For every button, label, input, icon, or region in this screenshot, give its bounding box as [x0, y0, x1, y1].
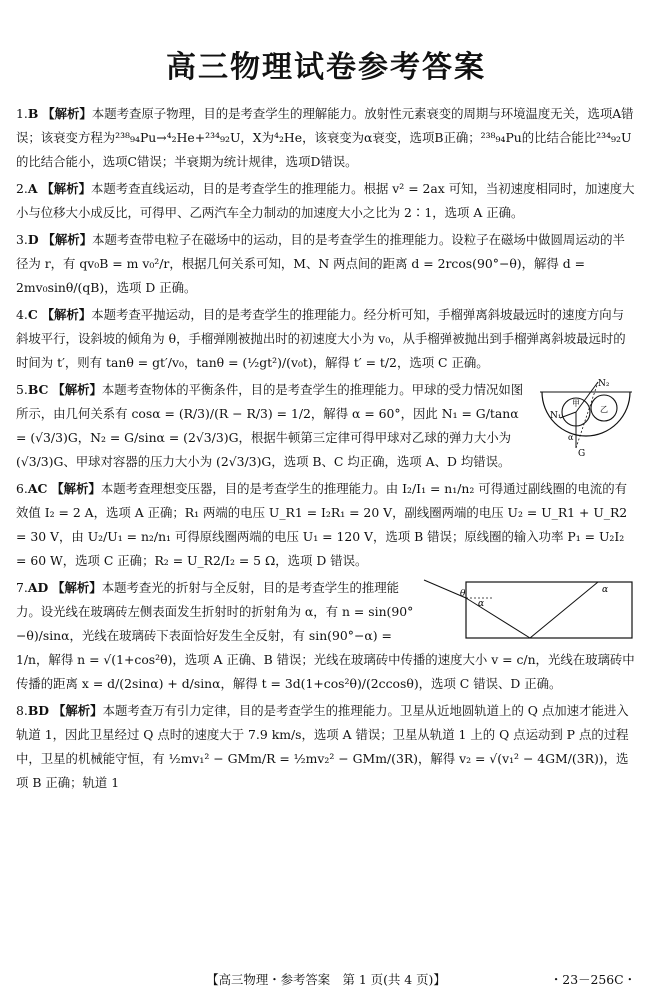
label-yi: 乙 [600, 405, 608, 414]
footer-page-info: 【高三物理・参考答案 第 1 页(共 4 页)】 [206, 972, 446, 987]
answer-list [16, 102, 636, 798]
item-answer: AC [27, 481, 48, 496]
answer-item-2 [16, 177, 636, 225]
item-text: 本题考查光的折射与全反射，目的是考查学生的推理能力。设光线在玻璃砖左侧表面发生折射时的折射角为 α，有 n = sin(90°−θ)/sinα，光线在玻璃砖下表面恰好发生全反射，有 sin(90°−α) = 1/n，解得 n = √(1+cos²θ)，选项 A 正确、B 错误；光线在玻璃砖中传播的速度大小 v = c/n，光线在玻璃砖中传播的距离 x = d/(2sinα) + d/sinα，解得 t = 3d(1+cos²θ)/(2ccosθ)，选项 C 错误、D 正确。 [16, 580, 635, 691]
item-number: 5. [16, 382, 28, 397]
item-tag: 【解析】 [41, 181, 91, 196]
footer-code: ・23－256C・ [549, 972, 636, 987]
label-jia: 甲 [572, 399, 580, 408]
answer-item-3 [16, 228, 636, 300]
item-text: 本题考查直线运动，目的是考查学生的推理能力。根据 v² = 2ax 可知，当初速度相同时，加速度大小与位移大小成反比，可得甲、乙两汽车全力制动的加速度大小之比为 2∶1，选项 A 正确。 [16, 181, 635, 220]
page-title: 高三物理试卷参考答案 [166, 50, 486, 85]
item-tag: 【解析】 [52, 382, 102, 397]
item-number: 1. [16, 106, 28, 121]
label-n2: N₂ [598, 379, 610, 389]
item-text: 本题考查物体的平衡条件，目的是考查学生的推理能力。甲球的受力情况如图所示，由几何关系有 cosα = (R/3)/(R − R/3) = 1/2，解得 α = 60°，因此 N₁ = G/tanα = (√3/3)G，N₂ = G/sinα = (2√3/3)G，根据牛顿第三定律可得甲球对乙球的弹力大小为 (√3/3)G、甲球对容器的压力大小为 (2√3/3)G，选项 B、C 均正确，选项 A、D 均错误。 [16, 382, 524, 469]
item-tag: 【解析】 [52, 580, 102, 595]
item-text: 本题考查万有引力定律，目的是考查学生的推理能力。卫星从近地圆轨道上的 Q 点加速才能进入轨道 1，因此卫星经过 Q 点时的速度大于 7.9 km/s，选项 A 错误；卫星从轨道 1 上的 Q 点运动到 P 点的过程中，卫星的机械能守恒，有 ½mv₁² − GMm/R = ½mv₂² − GMm/(3R)，解得 v₂ = √(v₁² − 4GM/(3R))，选项 B 正确；轨道 1 [16, 703, 629, 790]
item-text: 本题考查原子物理，目的是考查学生的理解能力。放射性元素衰变的周期与环境温度无关，选项A错误；该衰变方程为²³⁸₉₄Pu→⁴₂He+²³⁴₉₂U，X为⁴₂He，该衰变为α衰变，选项B正确；²³⁸₉₄Pu的比结合能比²³⁴₉₂U的比结合能小，选项C错误；半衰期为统计规律，选项D错误。 [16, 106, 634, 169]
label-n1: N₁ [550, 411, 562, 421]
item-number: 2. [16, 181, 28, 196]
item-number: 7. [16, 580, 28, 595]
item-number: 6. [16, 481, 28, 496]
item-text: 本题考查带电粒子在磁场中的运动，目的是考查学生的推理能力。设粒子在磁场中做圆周运动的半径为 r，有 qv₀B = m v₀²/r，根据几何关系可知，M、N 两点间的距离 d = 2rcos(90°−θ)，解得 d = 2mv₀sinθ/(qB)，选项 D 正确。 [16, 232, 625, 295]
item-tag: 【解析】 [51, 481, 101, 496]
label-g: G [578, 449, 586, 459]
item-number: 3. [16, 232, 28, 247]
answer-item-5 [16, 378, 636, 474]
item-number: 8. [16, 703, 28, 718]
item-text: 本题考查理想变压器，目的是考查学生的推理能力。由 I₂/I₁ = n₁/n₂ 可得通过副线圈的电流的有效值 I₂ = 2 A，选项 A 正确；R₁ 两端的电压 U_R1 = I₂R₁ = 20 V，副线圈两端的电压 U₂ = U_R1 + U_R2 = 30 V，由 U₂/U₁ = n₂/n₁ 可得原线圈两端的电压 U₁ = 120 V，选项 B 错误；原线圈的输入功率 P₁ = U₂I₂ = 60 W，选项 C 正确；R₂ = U_R2/I₂ = 5 Ω，选项 D 错误。 [16, 481, 628, 568]
answer-item-6 [16, 477, 636, 573]
item-answer: C [27, 307, 38, 322]
answer-item-4 [16, 303, 636, 375]
item-answer: BC [27, 382, 49, 397]
item-number: 4. [16, 307, 28, 322]
item-text: 本题考查平抛运动，目的是考查学生的推理能力。经分析可知，手榴弹离斜坡最远时的速度方向与斜坡平行，设斜坡的倾角为 θ，手榴弹刚被抛出时的初速度大小为 v₀，从手榴弹被抛出到手榴弹离斜坡最远时的时间为 t′，则有 tanθ = gt′/v₀，tanθ = (½gt²)/(v₀t)，解得 t′ = t/2，选项 C 正确。 [16, 307, 626, 370]
label-theta: θ [460, 589, 466, 599]
label-alpha: α [568, 433, 574, 442]
item-answer: B [27, 106, 39, 121]
item-answer: BD [27, 703, 50, 718]
answer-item-8 [16, 699, 636, 795]
answer-item-7 [16, 576, 636, 696]
item-tag: 【解析】 [53, 703, 103, 718]
item-tag: 【解析】 [42, 106, 92, 121]
item-answer: A [27, 181, 38, 196]
item-tag: 【解析】 [41, 307, 92, 322]
label-alpha-right: α [602, 585, 609, 595]
force-diagram-figure [536, 378, 636, 460]
answer-item-1 [16, 102, 636, 174]
item-answer: AD [27, 580, 49, 595]
item-tag: 【解析】 [42, 232, 93, 247]
glass-brick-figure [422, 576, 636, 644]
item-answer: D [27, 232, 39, 247]
label-alpha-left: α [478, 599, 485, 609]
